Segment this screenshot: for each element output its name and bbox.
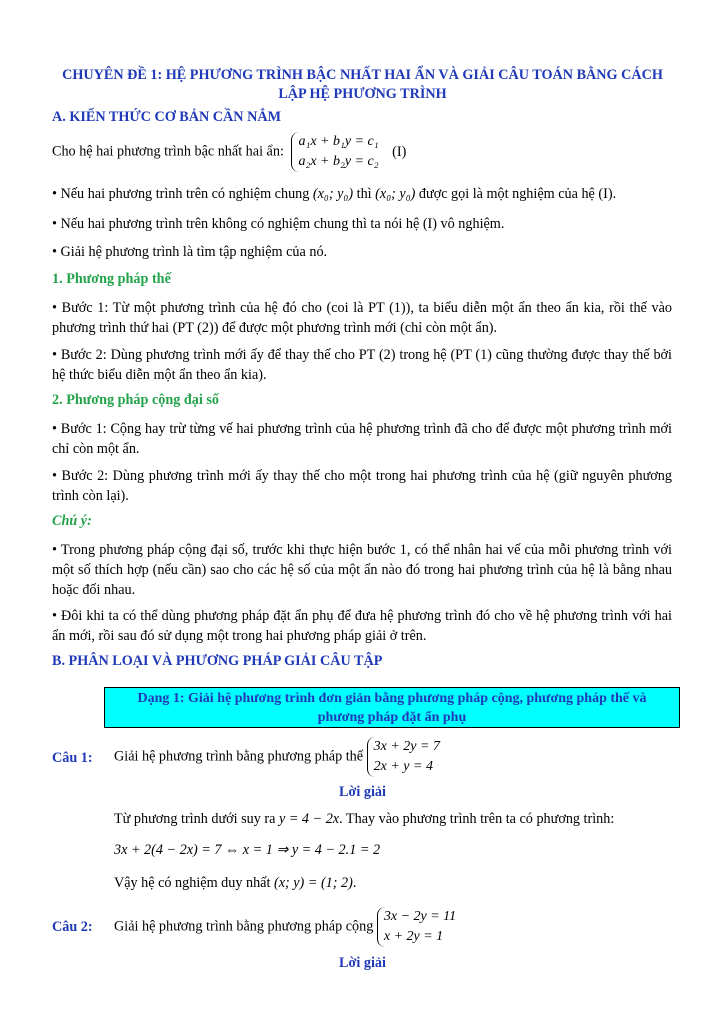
q1-sol1-text-a: Từ phương trình dưới suy ra bbox=[114, 811, 276, 827]
method2-step1: • Bước 1: Cộng hay trừ từng vế hai phương trình của hệ phương trình đã cho để được một phương trình mới chỉ còn một ẩn. bbox=[52, 421, 672, 457]
q2-label: Câu 2: bbox=[52, 919, 93, 935]
q2-system bbox=[377, 907, 460, 947]
q2-text: Giải hệ phương trình bằng phương pháp cộng bbox=[114, 918, 374, 935]
system-label: (I) bbox=[392, 143, 407, 160]
method1-title: 1. Phương pháp thế bbox=[52, 271, 171, 287]
title-line-1: CHUYÊN ĐỀ 1: HỆ PHƯƠNG TRÌNH BẬC NHẤT HAI ẨN VÀ GIẢI CÂU TOÁN BẰNG CÁCH bbox=[62, 67, 663, 83]
general-system bbox=[291, 132, 382, 172]
note-title: Chú ý: bbox=[52, 513, 92, 529]
bullet-solve-def: • Giải hệ phương trình là tìm tập nghiệm của nó. bbox=[52, 244, 328, 260]
q1-solution-label: Lời giải bbox=[339, 784, 386, 800]
q2-eq-2: x + 2y = 1 bbox=[383, 929, 444, 944]
q1-sol1-math: y = 4 − 2x bbox=[278, 811, 340, 827]
dang1-line-2: phương pháp đặt ẩn phụ bbox=[317, 710, 467, 725]
q1-system bbox=[367, 737, 444, 777]
intro-text: Cho hệ hai phương trình bậc nhất hai ẩn: bbox=[52, 143, 284, 160]
q1-label: Câu 1: bbox=[52, 750, 93, 766]
q1-sol3-text-b: . bbox=[352, 875, 357, 891]
q1-eq-1: 3x + 2y = 7 bbox=[373, 739, 440, 754]
method2-title: 2. Phương pháp cộng đại số bbox=[52, 392, 219, 408]
q1-sol1-text-b: . Thay vào phương trình trên ta có phương trình: bbox=[339, 811, 615, 827]
q2-eq-1: 3x − 2y = 11 bbox=[383, 909, 457, 924]
q1-eq-2: 2x + y = 4 bbox=[373, 759, 433, 774]
bullet-solution-def bbox=[52, 186, 616, 203]
section-b-heading: B. PHÂN LOẠI VÀ PHƯƠNG PHÁP GIẢI CÂU TẬP bbox=[52, 653, 383, 669]
q1-solution-line-3 bbox=[114, 875, 356, 892]
bullet-no-solution: • Nếu hai phương trình trên không có nghiệm chung thì ta nói hệ (I) vô nghiệm. bbox=[52, 216, 505, 232]
system-intro bbox=[52, 132, 406, 172]
bullet1-math-1: (x₀; y₀) bbox=[312, 186, 354, 202]
q1-solution-line-1 bbox=[114, 811, 614, 828]
q1-text: Giải hệ phương trình bằng phương pháp thế bbox=[114, 748, 364, 765]
q1-sol3-text-a: Vậy hệ có nghiệm duy nhất bbox=[114, 875, 271, 891]
general-eq-1: a₁x + b₁y = c₁ bbox=[298, 134, 379, 149]
bullet1-text-a: • Nếu hai phương trình trên có nghiệm chung bbox=[52, 186, 310, 202]
bullet1-text-c: được gọi là một nghiệm của hệ (I). bbox=[418, 186, 617, 202]
bullet1-math-2: (x₀; y₀) bbox=[375, 186, 416, 202]
q1-statement bbox=[114, 737, 444, 777]
q2-statement bbox=[114, 907, 460, 947]
q1-solution-line-2: 3x + 2(4 − 2x) = 7 ⇔ x = 1 ⇒ y = 4 − 2.1 = 2 bbox=[114, 842, 381, 858]
dang1-box bbox=[104, 687, 680, 728]
method1-step2: • Bước 2: Dùng phương trình mới ấy để thay thế cho PT (2) trong hệ (PT (1) cũng thường được thay thế bởi hệ thức biểu diễn một ẩn theo ẩn kia). bbox=[52, 347, 672, 383]
dang1-line-1: Dạng 1: Giải hệ phương trình đơn giản bằng phương pháp cộng, phương pháp thế và bbox=[137, 691, 647, 706]
title-line-2: LẬP HỆ PHƯƠNG TRÌNH bbox=[278, 86, 447, 102]
q2-solution-label: Lời giải bbox=[339, 955, 386, 971]
method2-step2: • Bước 2: Dùng phương trình mới ấy thay thế cho một trong hai phương trình của hệ (giữ nguyên phương trình còn lại). bbox=[52, 468, 672, 504]
method1-step1: • Bước 1: Từ một phương trình của hệ đó cho (coi là PT (1)), ta biểu diễn một ẩn theo ẩn kia, rồi thế vào phương trình thứ hai (PT (2)) để được một phương trình mới (chỉ còn một ẩn). bbox=[52, 300, 672, 336]
note-1: • Trong phương pháp cộng đại số, trước khi thực hiện bước 1, có thể nhân hai vế của mỗi phương trình với một số thích hợp (nếu cần) sao cho các hệ số của một ẩn nào đó trong hai phương trình của hệ là bằng nhau hoặc đối nhau. bbox=[52, 542, 672, 598]
section-a-heading: A. KIẾN THỨC CƠ BẢN CẦN NẮM bbox=[52, 109, 281, 125]
q1-sol3-math: (x; y) = (1; 2) bbox=[273, 875, 353, 891]
general-eq-2: a₂x + b₂y = c₂ bbox=[298, 154, 379, 169]
bullet1-text-b: thì bbox=[356, 186, 372, 202]
note-2: • Đôi khi ta có thể dùng phương pháp đặt ẩn phụ để đưa hệ phương trình đó cho về hệ phương trình với hai ẩn mới, rồi sau đó sử dụng một trong hai phương pháp giải ở trên. bbox=[52, 608, 672, 644]
